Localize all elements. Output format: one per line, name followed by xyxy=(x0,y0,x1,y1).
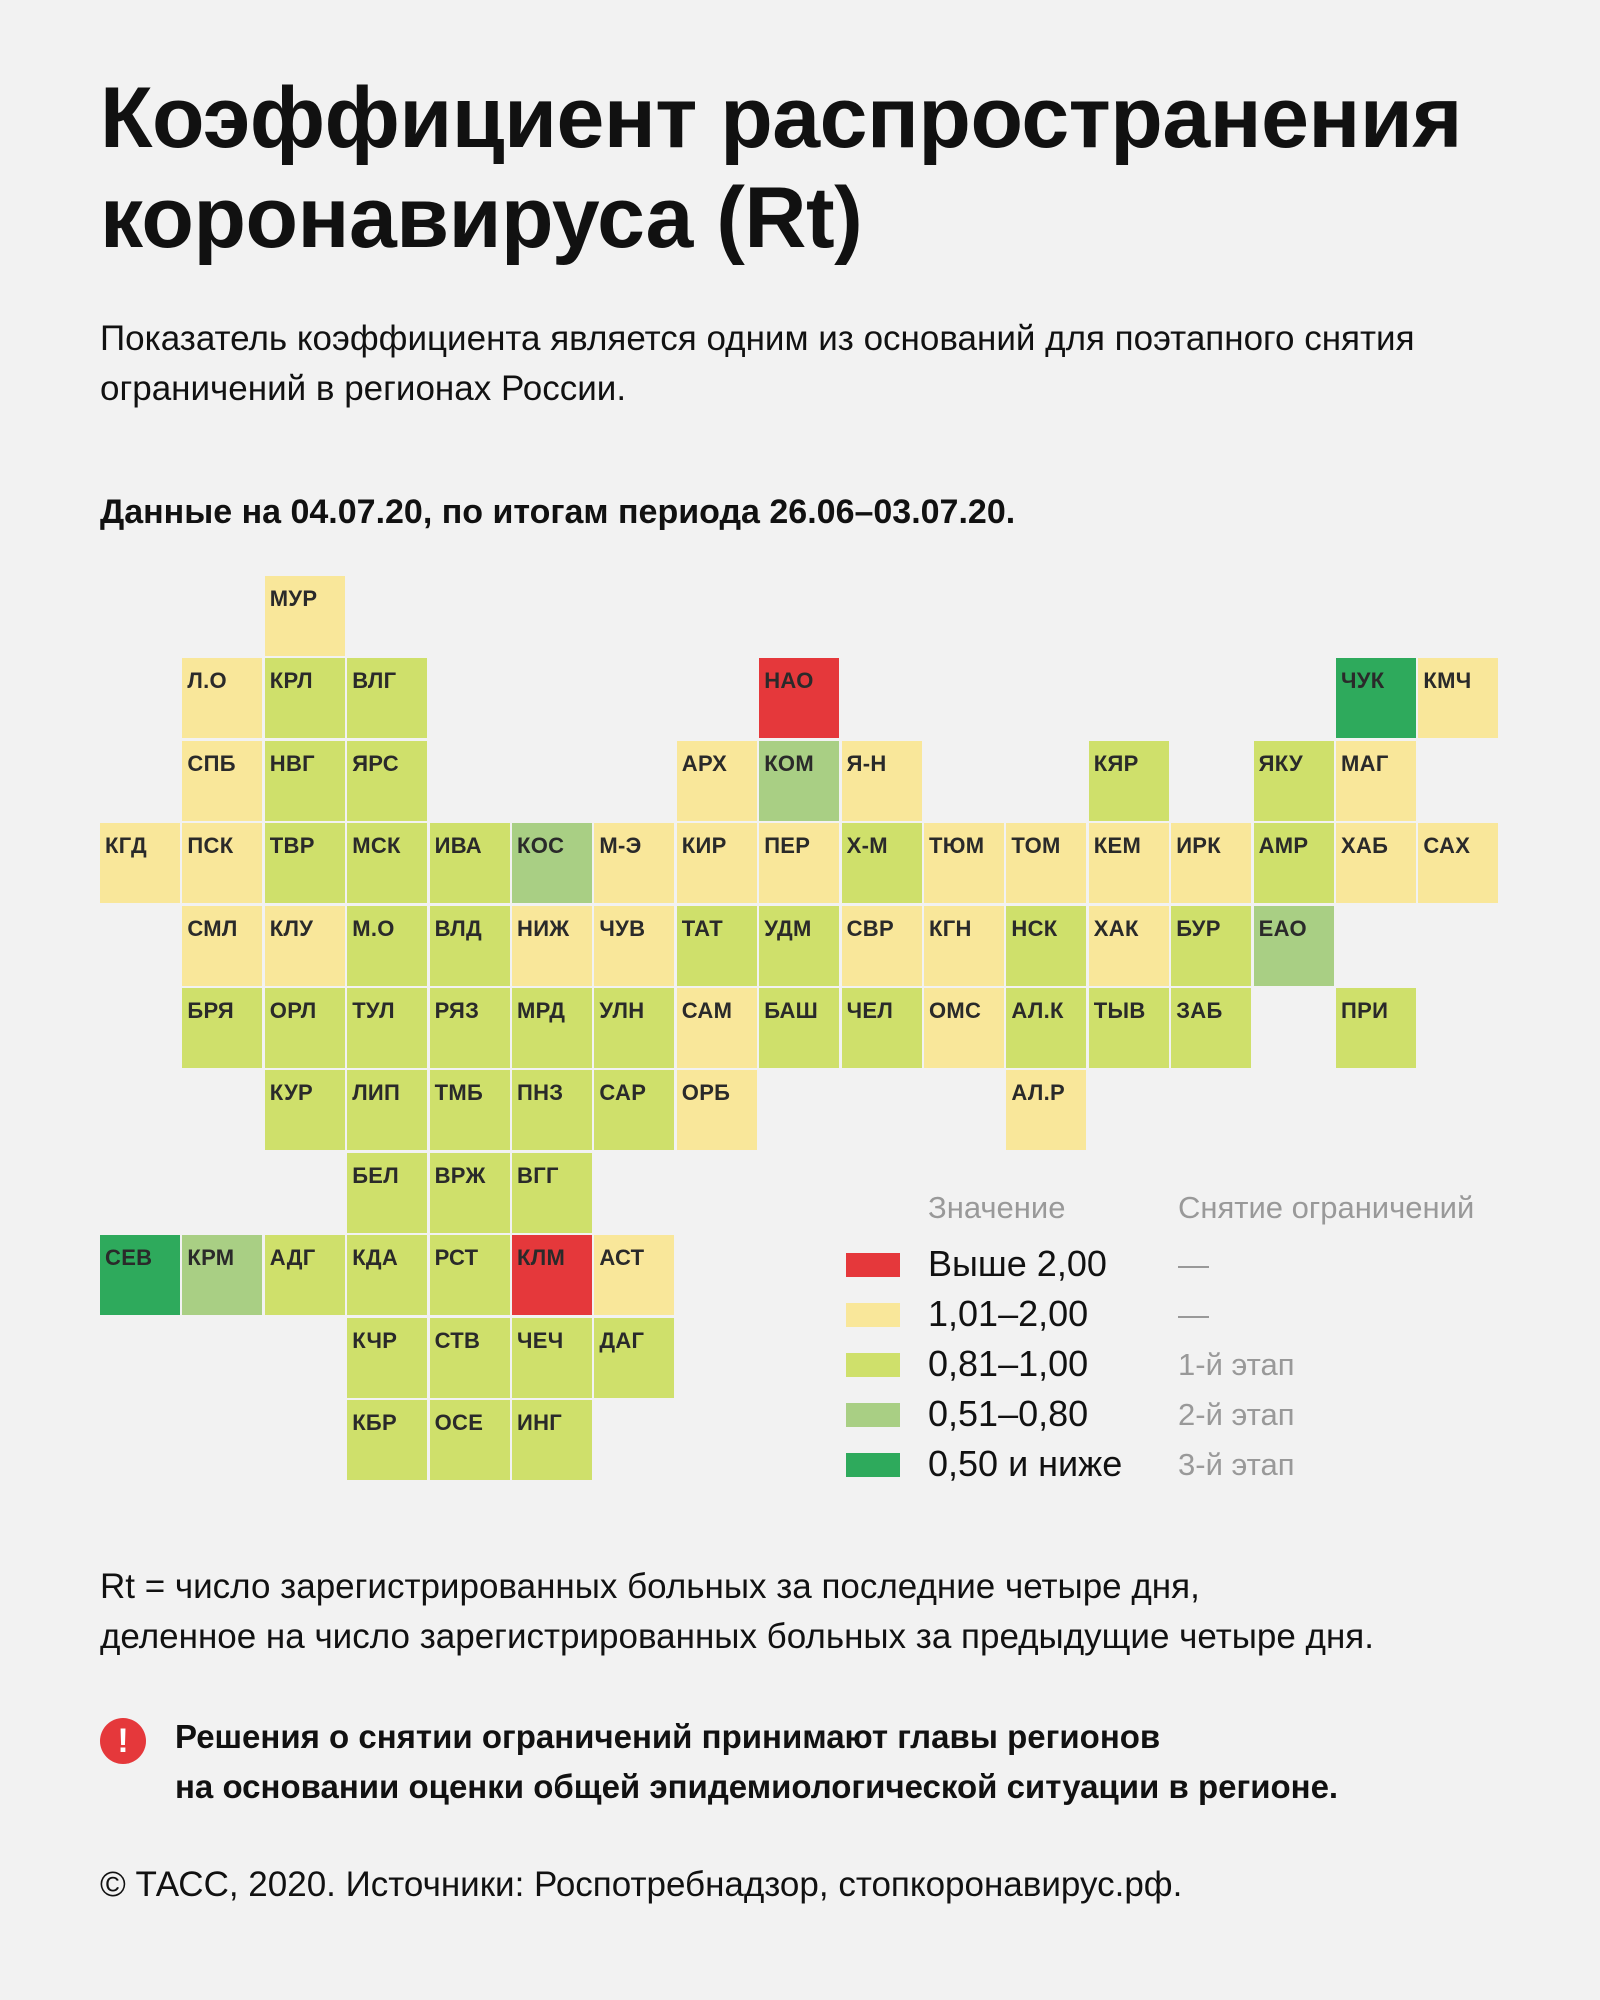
region-tile: АСТ xyxy=(594,1235,674,1315)
region-tile: КГН xyxy=(924,906,1004,986)
region-tile: САМ xyxy=(677,988,757,1068)
legend-swatch xyxy=(846,1353,900,1377)
region-tile: ИНГ xyxy=(512,1400,592,1480)
legend-value-header: Значение xyxy=(928,1190,1066,1225)
legend-value: 0,51–0,80 xyxy=(928,1393,1089,1434)
legend-stage-header: Снятие ограничений xyxy=(1178,1190,1475,1225)
region-tile: ТАТ xyxy=(677,906,757,986)
region-tile: МСК xyxy=(347,823,427,903)
legend-swatch xyxy=(846,1253,900,1277)
region-tile: ЯРС xyxy=(347,741,427,821)
region-tile: ПРИ xyxy=(1336,988,1416,1068)
region-tile: КОМ xyxy=(759,741,839,821)
region-tile: БУР xyxy=(1171,906,1251,986)
region-tile: КИР xyxy=(677,823,757,903)
exclamation-icon: ! xyxy=(100,1718,146,1764)
region-tile: ВЛД xyxy=(430,906,510,986)
region-tile: ТМБ xyxy=(430,1070,510,1150)
region-tile: РЯЗ xyxy=(430,988,510,1068)
region-tile: КМЧ xyxy=(1418,658,1498,738)
region-tile: ПНЗ xyxy=(512,1070,592,1150)
region-tile: УЛН xyxy=(594,988,674,1068)
region-tile: СПБ xyxy=(182,741,262,821)
region-tile: КЧР xyxy=(347,1318,427,1398)
region-tile: МАГ xyxy=(1336,741,1416,821)
region-tile: КЛУ xyxy=(265,906,345,986)
legend-value: 1,01–2,00 xyxy=(928,1293,1089,1334)
region-tile: ЧУВ xyxy=(594,906,674,986)
region-tile: ВГГ xyxy=(512,1153,592,1233)
rt-formula-line: деленное на число зарегистрированных больных за предыдущие четыре дня. xyxy=(100,1617,1374,1656)
region-tile: КРМ xyxy=(182,1235,262,1315)
region-tile: КОС xyxy=(512,823,592,903)
region-tile: ЛИП xyxy=(347,1070,427,1150)
source-credit: © ТАСС, 2020. Источники: Роспотребнадзор, стопкоронавирус.рф. xyxy=(100,1865,1183,1904)
legend-value: Выше 2,00 xyxy=(928,1243,1107,1284)
region-tile: НСК xyxy=(1006,906,1086,986)
region-tile: МУР xyxy=(265,576,345,656)
region-tile: БРЯ xyxy=(182,988,262,1068)
legend-stage: — xyxy=(1178,1297,1209,1332)
legend-swatch xyxy=(846,1303,900,1327)
region-tile: ПСК xyxy=(182,823,262,903)
legend-swatch xyxy=(846,1403,900,1427)
rt-formula-line: Rt = число зарегистрированных больных за последние четыре дня, xyxy=(100,1567,1200,1606)
region-tile: ВЛГ xyxy=(347,658,427,738)
region-tile: ТВР xyxy=(265,823,345,903)
region-tile: ТОМ xyxy=(1006,823,1086,903)
region-tile: ОРБ xyxy=(677,1070,757,1150)
region-tile: ИВА xyxy=(430,823,510,903)
legend-item xyxy=(846,1340,1566,1390)
notice-text xyxy=(175,1712,1575,1812)
region-tile: ЧУК xyxy=(1336,658,1416,738)
legend-item xyxy=(846,1240,1566,1290)
region-tile: НИЖ xyxy=(512,906,592,986)
region-tile: КРЛ xyxy=(265,658,345,738)
region-tile: СТВ xyxy=(430,1318,510,1398)
region-tile: ОМС xyxy=(924,988,1004,1068)
region-tile: ТЫВ xyxy=(1089,988,1169,1068)
region-tile: АРХ xyxy=(677,741,757,821)
region-tile: ХАБ xyxy=(1336,823,1416,903)
region-tile: ХАК xyxy=(1089,906,1169,986)
region-tile: УДМ xyxy=(759,906,839,986)
region-tile: САР xyxy=(594,1070,674,1150)
region-tile: БАШ xyxy=(759,988,839,1068)
region-tile: АДГ xyxy=(265,1235,345,1315)
region-tile: БЕЛ xyxy=(347,1153,427,1233)
notice-line: на основании оценки общей эпидемиологической ситуации в регионе. xyxy=(175,1768,1339,1805)
region-tile: М.О xyxy=(347,906,427,986)
region-tile: ЕАО xyxy=(1254,906,1334,986)
page-title: Коэффициент распространения коронавируса (Rt) xyxy=(100,70,1462,266)
notice-line: Решения о снятии ограничений принимают главы регионов xyxy=(175,1718,1161,1755)
region-tile: НВГ xyxy=(265,741,345,821)
legend-stage: 1-й этап xyxy=(1178,1347,1295,1382)
region-tile: АЛ.К xyxy=(1006,988,1086,1068)
region-tile: ТЮМ xyxy=(924,823,1004,903)
legend-stage: — xyxy=(1178,1247,1209,1282)
legend-stage: 2-й этап xyxy=(1178,1397,1295,1432)
region-tile: ПЕР xyxy=(759,823,839,903)
region-tile: РСТ xyxy=(430,1235,510,1315)
page-subtitle: Показатель коэффициента является одним из оснований для поэтапного снятия ограничений в регионах России. xyxy=(100,319,1415,408)
region-tile: КЕМ xyxy=(1089,823,1169,903)
region-tile: ЧЕЧ xyxy=(512,1318,592,1398)
region-tile: МРД xyxy=(512,988,592,1068)
legend-value: 0,81–1,00 xyxy=(928,1343,1089,1384)
region-tile: ДАГ xyxy=(594,1318,674,1398)
rt-formula xyxy=(100,1562,1560,1662)
region-tile: Л.О xyxy=(182,658,262,738)
legend-swatch xyxy=(846,1453,900,1477)
region-tile: СЕВ xyxy=(100,1235,180,1315)
region-tile: АМР xyxy=(1254,823,1334,903)
region-tile: КДА xyxy=(347,1235,427,1315)
region-tile: ЧЕЛ xyxy=(842,988,922,1068)
region-tile: САХ xyxy=(1418,823,1498,903)
region-tile: КЛМ xyxy=(512,1235,592,1315)
legend-item xyxy=(846,1440,1566,1490)
region-tile: НАО xyxy=(759,658,839,738)
region-tile: АЛ.Р xyxy=(1006,1070,1086,1150)
region-tile: КГД xyxy=(100,823,180,903)
region-tile: ОРЛ xyxy=(265,988,345,1068)
region-tile: КЯР xyxy=(1089,741,1169,821)
region-tile: ТУЛ xyxy=(347,988,427,1068)
legend-item xyxy=(846,1290,1566,1340)
region-tile: ИРК xyxy=(1171,823,1251,903)
data-date-note: Данные на 04.07.20, по итогам периода 26.06–03.07.20. xyxy=(100,493,1016,531)
region-tile: Я-Н xyxy=(842,741,922,821)
region-tile: КУР xyxy=(265,1070,345,1150)
region-tile: ЯКУ xyxy=(1254,741,1334,821)
legend-stage: 3-й этап xyxy=(1178,1447,1295,1482)
region-tile: Х-М xyxy=(842,823,922,903)
region-tile: КБР xyxy=(347,1400,427,1480)
region-tile: М-Э xyxy=(594,823,674,903)
region-tile: СМЛ xyxy=(182,906,262,986)
region-tile: ОСЕ xyxy=(430,1400,510,1480)
region-tile: ВРЖ xyxy=(430,1153,510,1233)
legend-item xyxy=(846,1390,1566,1440)
region-tile: СВР xyxy=(842,906,922,986)
legend-value: 0,50 и ниже xyxy=(928,1443,1123,1484)
region-tile: ЗАБ xyxy=(1171,988,1251,1068)
